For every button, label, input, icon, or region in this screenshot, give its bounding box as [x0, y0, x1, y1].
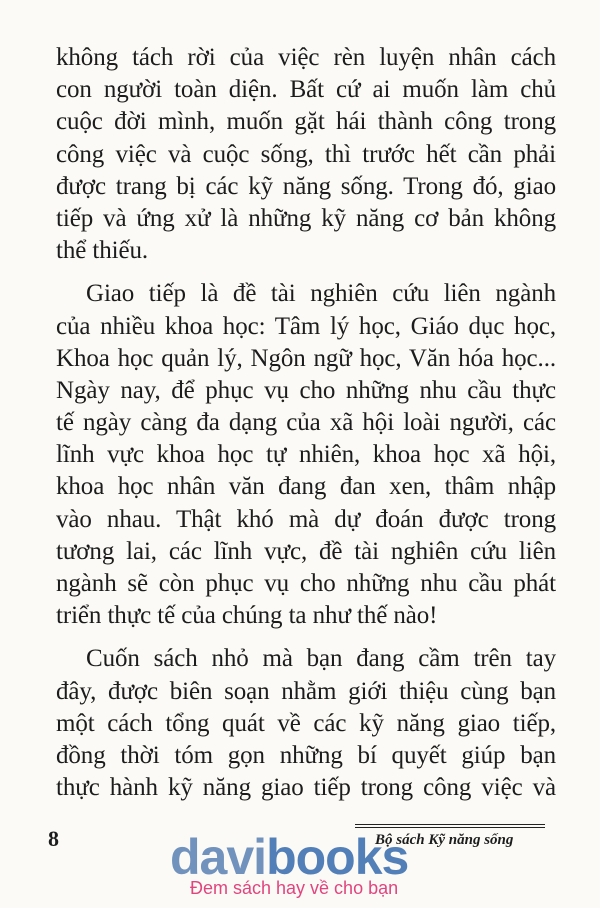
paragraph-gap	[56, 267, 556, 278]
text-line: vào nhau. Thật khó mà dự đoán được trong	[56, 505, 556, 533]
watermark-logo-part: books	[266, 829, 409, 885]
page-number: 8	[48, 826, 59, 851]
watermark-logo	[170, 829, 409, 885]
watermark-logo-part: davi	[170, 829, 267, 885]
text-line: của nhiều khoa học: Tâm lý học, Giáo dục học,	[56, 312, 556, 340]
text-line: tế ngày càng đa dạng của xã hội loài người, các	[56, 409, 556, 437]
text-line: một cách tổng quát về các kỹ năng giao tiếp,	[56, 709, 556, 737]
text-line: thực hành kỹ năng giao tiếp trong công việc và	[56, 774, 556, 802]
paragraph-gap	[56, 632, 556, 643]
text-line: được trang bị các kỹ năng sống. Trong đó, giao	[56, 172, 556, 200]
paragraph-2	[56, 278, 556, 632]
text-line: thể thiếu.	[56, 237, 149, 265]
text-line: công việc và cuộc sống, thì trước hết cần phải	[56, 140, 556, 168]
text-line: Cuốn sách nhỏ mà bạn đang cầm trên tay	[86, 645, 556, 673]
paragraph-1	[56, 42, 556, 267]
text-line: Giao tiếp là đề tài nghiên cứu liên ngành	[86, 280, 556, 308]
text-line: Ngày nay, để phục vụ cho những nhu cầu thực	[56, 376, 556, 404]
text-line: triển thực tế của chúng ta như thế nào!	[56, 602, 438, 630]
text-line: lĩnh vực khoa học tự nhiên, khoa học xã hội,	[56, 441, 556, 469]
text-line: tiếp và ứng xử là những kỹ năng cơ bản không	[56, 204, 556, 232]
text-line: khoa học nhân văn đang đan xen, thâm nhập	[56, 473, 556, 501]
paragraph-3	[56, 643, 556, 804]
text-line: ngành sẽ còn phục vụ cho những nhu cầu phát	[56, 570, 556, 597]
page-body	[56, 42, 556, 804]
text-line: không tách rời của việc rèn luyện nhân cách	[56, 44, 556, 71]
text-line: cuộc đời mình, muốn gặt hái thành công trong	[56, 108, 556, 136]
text-line: Khoa học quản lý, Ngôn ngữ học, Văn hóa học...	[56, 344, 556, 372]
series-title: Bộ sách Kỹ năng sống	[375, 832, 514, 848]
text-line: đồng thời tóm gọn những bí quyết giúp bạn	[56, 741, 556, 769]
watermark-tagline: Đem sách hay về cho bạn	[190, 878, 399, 898]
footer-divider	[355, 827, 545, 828]
text-line: tương lai, các lĩnh vực, đề tài nghiên cứu liên	[56, 537, 556, 565]
text-line: con người toàn diện. Bất cứ ai muốn làm chủ	[56, 76, 556, 104]
footer-divider	[355, 824, 545, 825]
text-line: đây, được biên soạn nhằm giới thiệu cùng bạn	[56, 677, 556, 705]
